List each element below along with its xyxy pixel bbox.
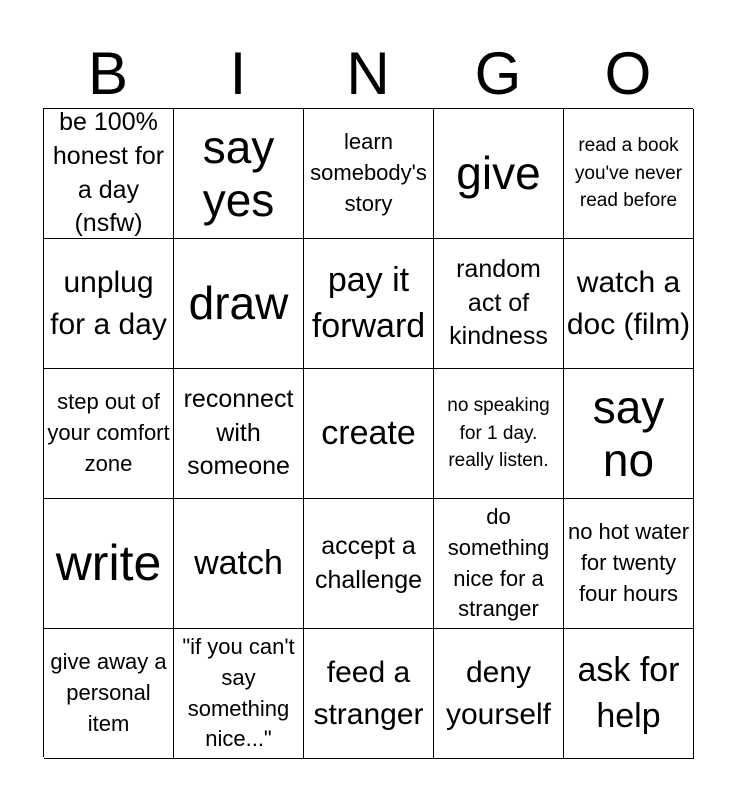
bingo-cell[interactable] <box>174 109 304 239</box>
bingo-board <box>43 108 693 757</box>
cell-text: learn somebody's story <box>310 129 427 216</box>
cell-text: feed a stranger <box>313 655 424 731</box>
cell-text: read a book you've never read before <box>574 135 683 212</box>
bingo-cell[interactable] <box>44 629 174 759</box>
bingo-cell[interactable] <box>304 629 434 759</box>
bingo-cell[interactable] <box>564 369 694 499</box>
bingo-cell[interactable] <box>304 239 434 369</box>
header-letter-g: G <box>474 40 522 107</box>
cell-text: no hot water for twenty four hours <box>567 519 690 606</box>
bingo-cell[interactable] <box>174 629 304 759</box>
cell-text: be 100% honest for a day (nsfw) <box>52 109 165 238</box>
cell-text: step out of your comfort zone <box>47 389 170 476</box>
bingo-cell[interactable] <box>174 369 304 499</box>
bingo-cell[interactable] <box>44 239 174 369</box>
cell-text: watch <box>194 543 283 582</box>
bingo-header <box>43 40 693 108</box>
cell-text: watch a doc (film) <box>566 265 691 341</box>
bingo-cell[interactable] <box>44 369 174 499</box>
cell-text: write <box>55 535 162 592</box>
bingo-cell[interactable] <box>304 369 434 499</box>
bingo-cell[interactable] <box>564 629 694 759</box>
header-letter-i: I <box>229 40 247 107</box>
cell-text: ask for help <box>577 650 680 735</box>
bingo-cell[interactable] <box>434 369 564 499</box>
header-letter-o: O <box>604 40 652 107</box>
bingo-cell[interactable] <box>304 499 434 629</box>
bingo-cell[interactable] <box>434 499 564 629</box>
header-letter-n: N <box>346 40 390 107</box>
cell-text: reconnect with someone <box>183 384 294 481</box>
cell-text: do something nice for a stranger <box>447 503 550 622</box>
bingo-cell[interactable] <box>44 499 174 629</box>
bingo-cell[interactable] <box>434 239 564 369</box>
cell-text: unplug for a day <box>50 265 167 341</box>
bingo-cell[interactable] <box>174 499 304 629</box>
cell-text: create <box>321 413 416 452</box>
cell-text: deny yourself <box>445 655 552 731</box>
bingo-cell[interactable] <box>564 239 694 369</box>
bingo-cell[interactable] <box>304 109 434 239</box>
cell-text: give <box>456 147 541 200</box>
cell-text: say no <box>592 380 665 486</box>
cell-text: say yes <box>202 120 275 226</box>
cell-text: draw <box>188 277 289 330</box>
bingo-cell[interactable] <box>174 239 304 369</box>
cell-text: give away a personal item <box>50 649 167 736</box>
bingo-cell[interactable] <box>564 109 694 239</box>
cell-text: accept a challenge <box>314 531 423 594</box>
cell-text: random act of kindness <box>449 254 548 351</box>
bingo-cell[interactable] <box>434 109 564 239</box>
cell-text: "if you can't say something nice..." <box>182 633 295 752</box>
cell-text: no speaking for 1 day. really listen. <box>447 395 550 472</box>
bingo-cell[interactable] <box>434 629 564 759</box>
cell-text: pay it forward <box>311 260 426 345</box>
bingo-cell[interactable] <box>44 109 174 239</box>
header-letter-b: B <box>87 40 129 107</box>
bingo-cell[interactable] <box>564 499 694 629</box>
